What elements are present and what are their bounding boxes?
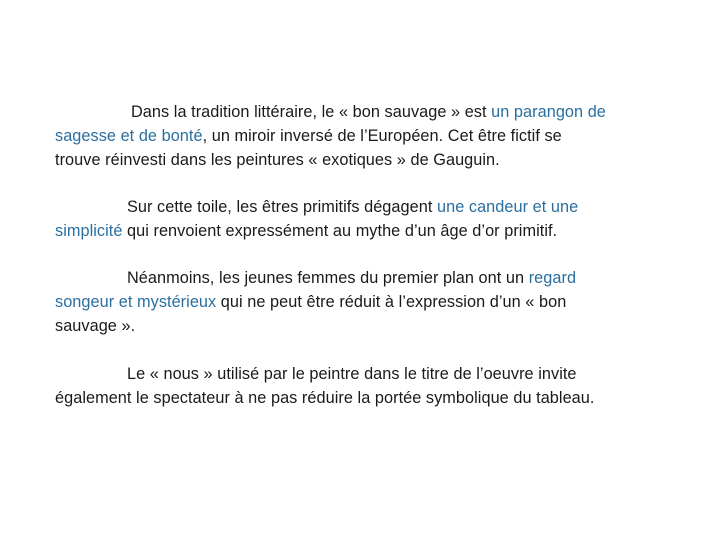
text-run: Dans la tradition littéraire, le « bon sauvage » est — [131, 103, 492, 121]
text-line — [55, 362, 675, 386]
text-line — [55, 124, 675, 148]
paragraph-bon-sauvage — [55, 100, 675, 172]
text-line — [55, 195, 675, 219]
text-line — [55, 219, 675, 243]
text-line — [55, 314, 675, 338]
paragraph-candeur — [55, 195, 675, 243]
text-line — [55, 148, 675, 172]
text-line — [55, 290, 675, 314]
paragraph-regard — [55, 266, 675, 338]
highlighted-text: une candeur et une — [436, 198, 579, 216]
highlighted-text: regard — [528, 269, 577, 287]
text-line — [55, 266, 675, 290]
paragraph-nous — [55, 362, 675, 410]
text-run: qui ne peut être réduit à l’expression d’un « bon — [216, 293, 567, 311]
text-run: Sur cette toile, les êtres primitifs dégagent — [127, 198, 437, 216]
highlighted-text: sagesse et de bonté — [55, 127, 203, 145]
text-run: Le « nous » utilisé par le peintre dans le titre de l’oeuvre invite — [127, 365, 577, 383]
text-run: Néanmoins, les jeunes femmes du premier plan ont un — [127, 269, 529, 287]
text-run: trouve réinvesti dans les peintures « exotiques » de Gauguin. — [55, 151, 500, 169]
highlighted-text: songeur et mystérieux — [55, 293, 217, 311]
text-line — [55, 100, 675, 124]
text-run: sauvage ». — [55, 317, 136, 335]
text-run: qui renvoient expressément au mythe d’un âge d’or primitif. — [122, 222, 558, 240]
highlighted-text: un parangon de — [491, 103, 606, 121]
text-run: également le spectateur à ne pas réduire la portée symbolique du tableau. — [55, 389, 595, 407]
text-line — [55, 386, 675, 410]
highlighted-text: simplicité — [55, 222, 123, 240]
text-run: , un miroir inversé de l’Européen. Cet être fictif se — [202, 127, 562, 145]
